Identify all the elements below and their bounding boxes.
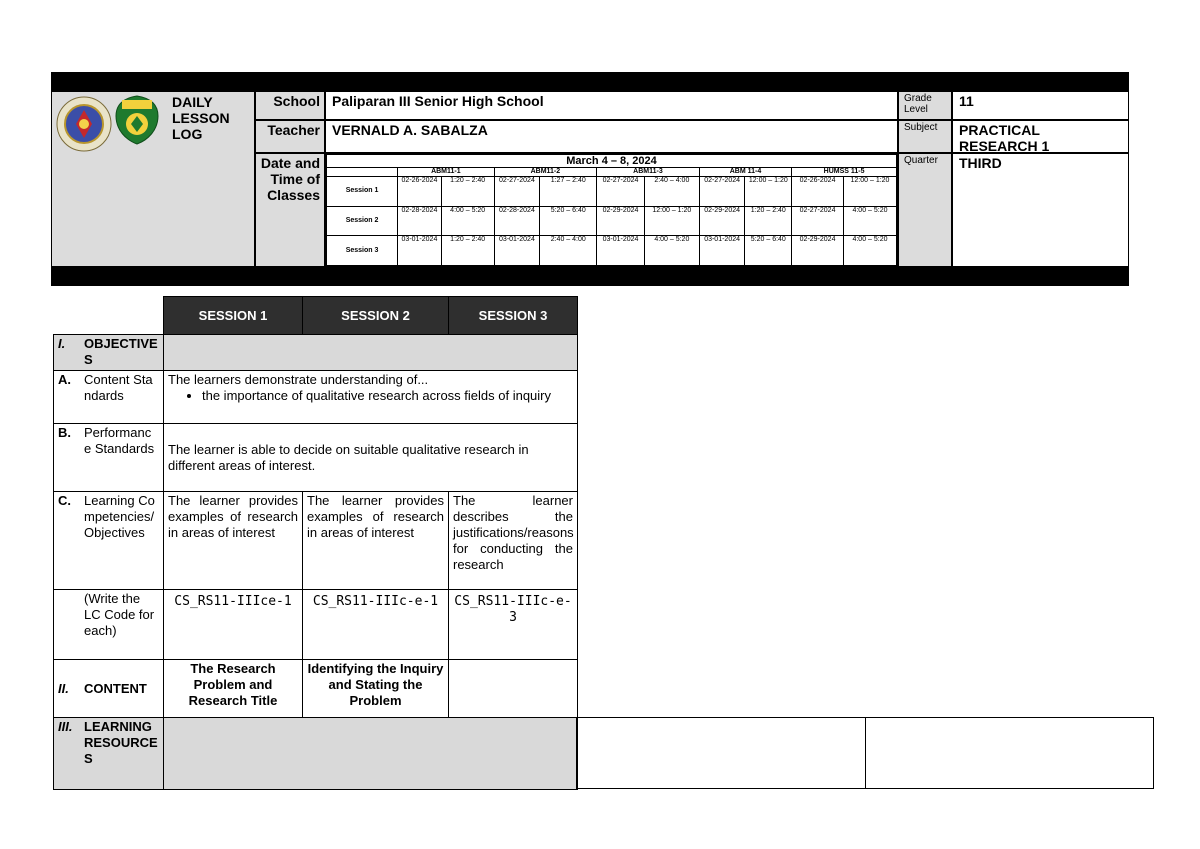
schedule-cell-value: 02-27-2024 xyxy=(792,206,844,236)
schedule-cell-value: 2:40 – 4:00 xyxy=(540,236,597,266)
competencies-label-cell xyxy=(54,492,164,590)
lc-code-session-1: CS_RS11-IIIce-1 xyxy=(164,590,303,660)
grade-value: 11 xyxy=(952,91,1129,120)
section-number: C. xyxy=(58,493,71,508)
lc-code-session-2: CS_RS11-IIIc-e-1 xyxy=(303,590,449,660)
quarter-label: Quarter xyxy=(898,153,952,267)
schedule-cell-value: 12:00 – 1:20 xyxy=(843,177,896,207)
school-seal-icon xyxy=(114,94,160,146)
learning-resources-fill xyxy=(164,718,578,790)
schedule-cell-value: 12:00 – 1:20 xyxy=(644,206,699,236)
section-label: Learning Competencies/Objectives xyxy=(84,493,155,540)
teacher-label: Teacher xyxy=(255,120,325,153)
school-value: Paliparan III Senior High School xyxy=(325,91,898,120)
session-1-header: SESSION 1 xyxy=(164,297,303,335)
extra-blank-cell-1 xyxy=(576,717,866,789)
content-standards-text xyxy=(164,371,578,424)
schedule-row xyxy=(327,236,897,266)
schedule-cell-value: 12:00 – 1:20 xyxy=(745,177,792,207)
schedule-cell-value: 02-29-2024 xyxy=(699,206,745,236)
table-corner xyxy=(54,297,164,335)
competency-session-3: The learner describes the justifications/reasons for conducting the research xyxy=(449,492,578,590)
competency-session-2: The learner provides examples of research in areas of interest xyxy=(303,492,449,590)
schedule-row xyxy=(327,177,897,207)
header-top-bar xyxy=(51,72,1129,91)
header-bottom-bar xyxy=(51,267,1129,286)
schedule-corner xyxy=(327,168,398,177)
content-session-3 xyxy=(449,660,578,718)
content-session-1: The Research Problem and Research Title xyxy=(164,660,303,718)
lc-code-row xyxy=(54,590,578,660)
lc-code-label: (Write the LC Code for each) xyxy=(84,591,155,638)
schedule-cell-value: 03-01-2024 xyxy=(398,236,442,266)
subject-value: PRACTICAL RESEARCH 1 xyxy=(952,120,1129,153)
section-header: ABM11-3 xyxy=(597,168,700,177)
schedule-cell-value: 03-01-2024 xyxy=(597,236,645,266)
schedule-cell-value: 1:20 – 2:40 xyxy=(441,236,494,266)
lesson-plan-table xyxy=(53,296,578,790)
session-3-header: SESSION 3 xyxy=(449,297,578,335)
competencies-row xyxy=(54,492,578,590)
school-label: School xyxy=(255,91,325,120)
quarter-value: THIRD xyxy=(952,153,1129,267)
schedule-cell-value: 02-27-2024 xyxy=(597,177,645,207)
schedule-cell-value: 03-01-2024 xyxy=(494,236,540,266)
schedule-cell-value: 02-27-2024 xyxy=(494,177,540,207)
section-number: A. xyxy=(58,372,71,387)
objectives-label-cell xyxy=(54,335,164,371)
subject-label: Subject xyxy=(898,120,952,153)
section-label: Performance Standards xyxy=(84,425,155,456)
section-header: ABM11-2 xyxy=(494,168,597,177)
session-label: Session 3 xyxy=(327,236,398,266)
content-standards-row xyxy=(54,371,578,424)
schedule-cell-value: 02-26-2024 xyxy=(398,177,442,207)
schedule-cell-value: 02-27-2024 xyxy=(699,177,745,207)
content-standards-bullet: • the importance of qualitative research across fields of inquiry xyxy=(202,388,573,404)
schedule-cell-value: 1:20 – 2:40 xyxy=(745,206,792,236)
content-row xyxy=(54,660,578,718)
teacher-value: VERNALD A. SABALZA xyxy=(325,120,898,153)
section-number: II. xyxy=(58,680,69,696)
schedule-cell-value: 5:20 – 6:40 xyxy=(745,236,792,266)
session-2-header: SESSION 2 xyxy=(303,297,449,335)
schedule-cell-value: 4:00 – 5:20 xyxy=(843,206,896,236)
learning-resources-label-cell xyxy=(54,718,164,790)
schedule-cell-value: 2:40 – 4:00 xyxy=(644,177,699,207)
schedule-row xyxy=(327,206,897,236)
lc-code-label-cell xyxy=(54,590,164,660)
extra-blank-cell-2 xyxy=(865,717,1154,789)
objectives-fill xyxy=(164,335,578,371)
schedule-cell-value: 1:27 – 2:40 xyxy=(540,177,597,207)
performance-standards-row xyxy=(54,424,578,492)
schedule-cell-value: 02-28-2024 xyxy=(398,206,442,236)
session-label: Session 2 xyxy=(327,206,398,236)
schedule-cell-value: 4:00 – 5:20 xyxy=(644,236,699,266)
section-label: LEARNING RESOURCES xyxy=(84,719,158,766)
content-standards-intro: The learners demonstrate understanding of... xyxy=(168,372,429,387)
content-session-2: Identifying the Inquiry and Stating the Problem xyxy=(303,660,449,718)
schedule-cell xyxy=(325,153,898,267)
grade-level-label: Grade Level xyxy=(898,91,952,120)
schedule-cell-value: 03-01-2024 xyxy=(699,236,745,266)
content-standards-label-cell xyxy=(54,371,164,424)
section-header: ABM 11-4 xyxy=(699,168,791,177)
date-time-label: Date and Time of Classes xyxy=(255,153,325,267)
competency-session-1: The learner provides examples of research in areas of interest xyxy=(164,492,303,590)
section-label: Content Standards xyxy=(84,372,153,403)
lc-code-session-3: CS_RS11-IIIc-e-3 xyxy=(449,590,578,660)
schedule-cell-value: 02-29-2024 xyxy=(792,236,844,266)
learning-resources-row xyxy=(54,718,578,790)
objectives-row xyxy=(54,335,578,371)
schedule-cell-value: 02-29-2024 xyxy=(597,206,645,236)
section-number: III. xyxy=(58,719,73,734)
section-number: I. xyxy=(58,336,66,351)
session-label: Session 1 xyxy=(327,177,398,207)
header-area xyxy=(51,91,1129,267)
schedule-title: March 4 – 8, 2024 xyxy=(327,155,897,168)
schedule-cell-value: 5:20 – 6:40 xyxy=(540,206,597,236)
schedule-cell-value: 4:00 – 5:20 xyxy=(441,206,494,236)
schedule-table xyxy=(326,154,897,266)
content-label-cell xyxy=(54,660,164,718)
daily-lesson-log-title: DAILY LESSON LOG xyxy=(172,94,230,142)
section-header: ABM11-1 xyxy=(398,168,494,177)
section-header: HUMSS 11-5 xyxy=(792,168,897,177)
lesson-log-header xyxy=(51,72,1129,286)
performance-standards-text: The learner is able to decide on suitable qualitative research in different areas of interest. xyxy=(164,424,578,492)
section-label: OBJECTIVES xyxy=(84,336,158,367)
deped-seal-icon xyxy=(56,96,112,152)
schedule-cell-value: 02-26-2024 xyxy=(792,177,844,207)
schedule-cell-value: 1:20 – 2:40 xyxy=(441,177,494,207)
schedule-cell-value: 4:00 – 5:20 xyxy=(843,236,896,266)
section-number: B. xyxy=(58,425,71,440)
logo-title-cell xyxy=(51,91,255,267)
performance-standards-label-cell xyxy=(54,424,164,492)
section-label: CONTENT xyxy=(84,680,147,696)
schedule-cell-value: 02-28-2024 xyxy=(494,206,540,236)
